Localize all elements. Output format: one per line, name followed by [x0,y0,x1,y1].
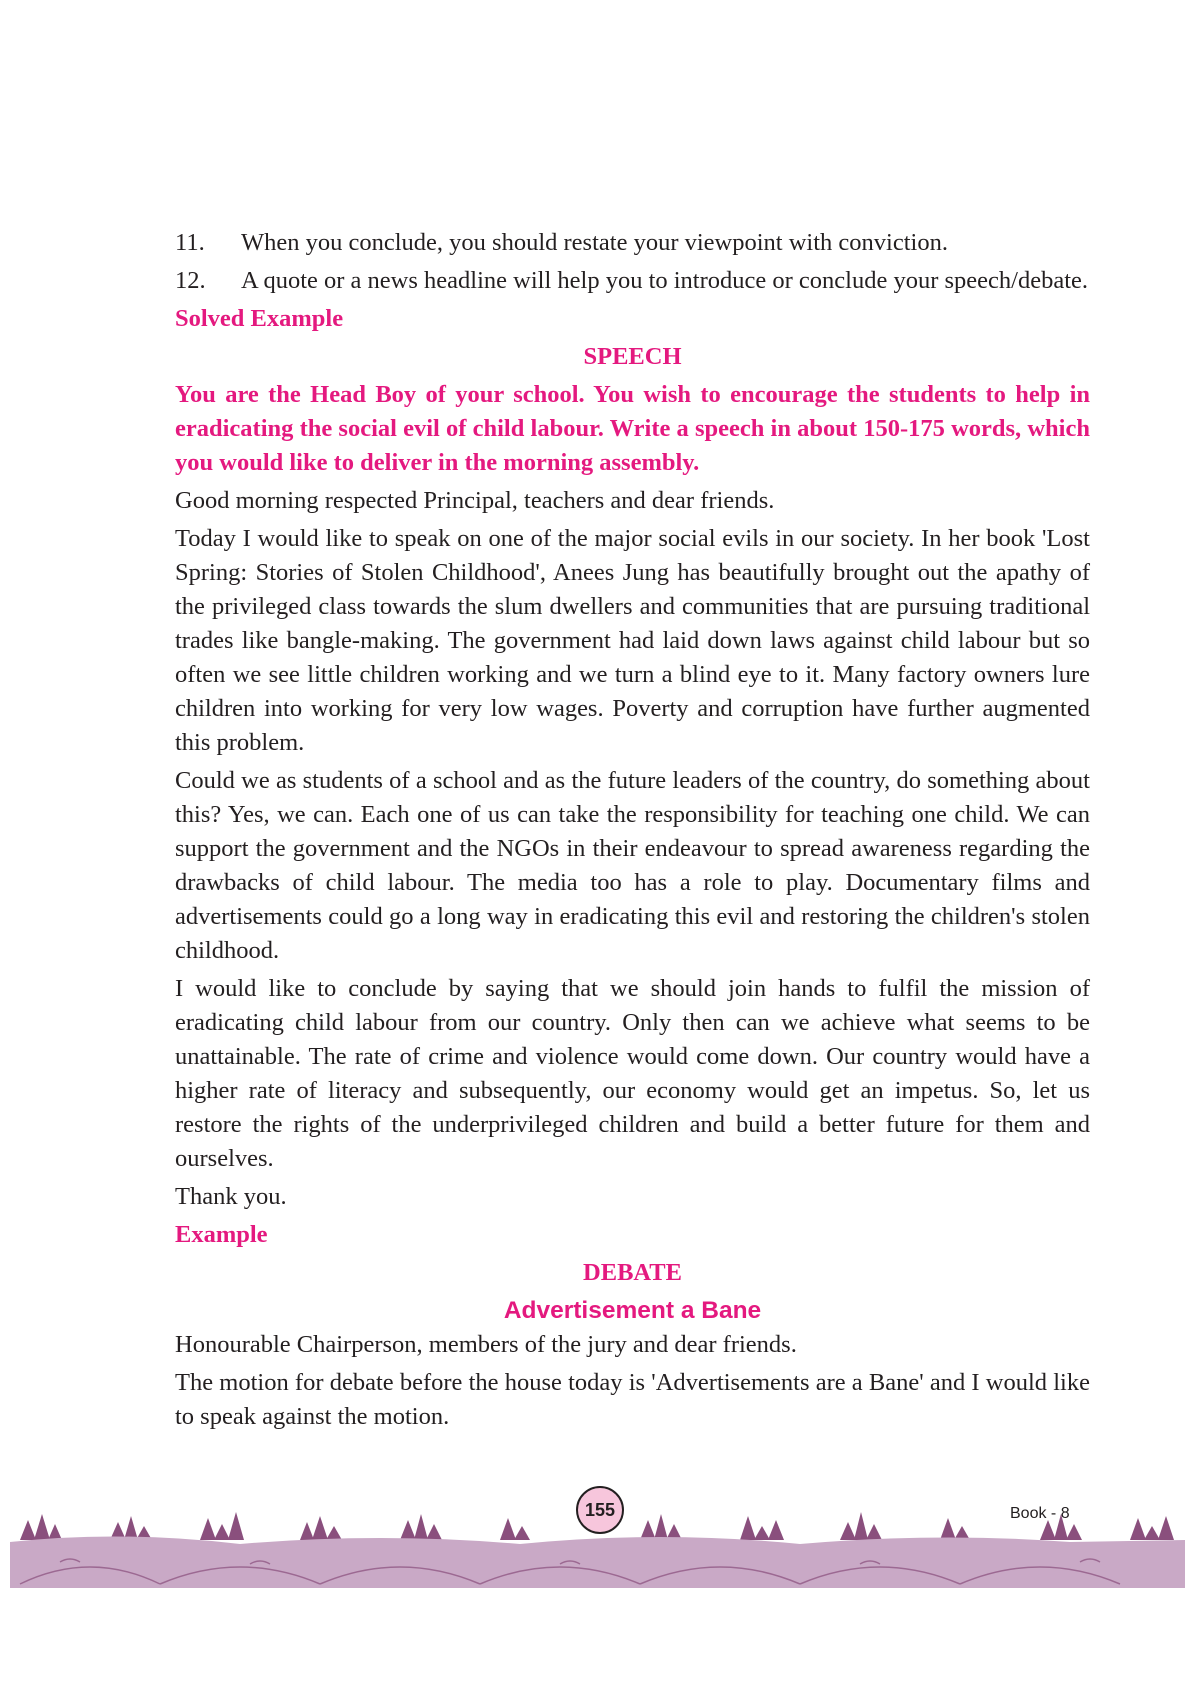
debate-paragraph: Honourable Chairperson, members of the jury and dear friends. [175,1331,797,1358]
speech-paragraph: I would like to conclude by saying that we should join hands to fulfil the mission of eradicating child labour from our country. Only then can we achieve what seems to be unattainable. The rate of crime and violence would come down. Our country would have a higher rate of literacy and subsequently, our economy would get an impetus. So, let us restore the rights of the underprivileged children and build a better future for them and ourselves. [175,975,1090,1172]
debate-heading: DEBATE [583,1259,682,1286]
list-item [175,226,1090,260]
example-label: Example [175,1221,268,1248]
list-text: When you conclude, you should restate your viewpoint with conviction. [241,229,948,256]
book-label: Book - 8 [1010,1505,1070,1522]
debate-paragraph: The motion for debate before the house today is 'Advertisements are a Bane' and I would like to speak against the motion. [175,1369,1090,1430]
list-number: 11. [175,229,205,256]
debate-title: Advertisement a Bane [503,1297,762,1324]
page-content [175,226,1090,1438]
speech-paragraph: Good morning respected Principal, teachers and dear friends. [175,487,775,514]
speech-task: You are the Head Boy of your school. You wish to encourage the students to help in eradicating the social evil of child labour. Write a speech in about 150-175 words, which you would like to deliver in the morning assembly. [175,381,1090,476]
page-number-badge: 155 [576,1486,624,1534]
list-item [175,264,1090,298]
speech-paragraph: Could we as students of a school and as the future leaders of the country, do something about this? Yes, we can. Each one of us can take the responsibility for teaching one child. We can support the government and the NGOs in their endeavour to spread awareness regarding the drawbacks of child labour. The media too has a role to play. Documentary films and advertisements could go a long way in eradicating this evil and restoring the children's stolen childhood. [175,767,1090,964]
speech-paragraph: Today I would like to speak on one of the major social evils in our society. In her book 'Lost Spring: Stories of Stolen Childhood', Anees Jung has beautifully brought out the apathy of the privileged class towards the slum dwellers and communities that are pursuing traditional trades like bangle-making. The government had laid down laws against child labour but so often we see little children working and we turn a blind eye to it. Many factory owners lure children into working for very low wages. Poverty and corruption have further augmented this problem. [175,525,1090,756]
list-text: A quote or a news headline will help you to introduce or conclude your speech/debate. [241,267,1089,294]
solved-example-label: Solved Example [175,305,344,332]
speech-heading: SPEECH [583,343,682,370]
speech-paragraph: Thank you. [175,1183,287,1210]
list-number: 12. [175,267,206,294]
hills [10,1536,1185,1588]
